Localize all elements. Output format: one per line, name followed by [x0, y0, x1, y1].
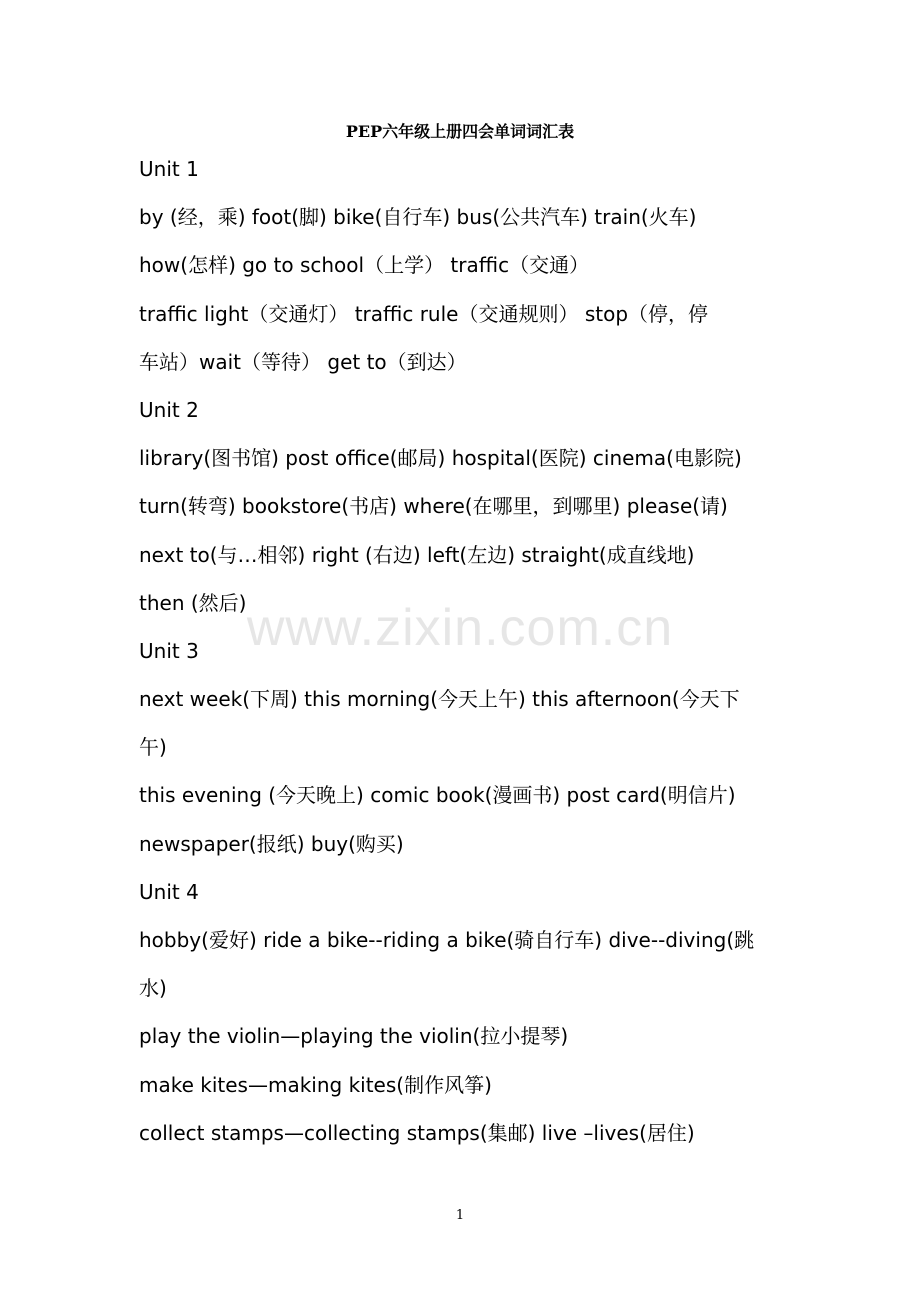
- vocab-line: then (然后): [139, 590, 247, 615]
- vocab-line: next week(下周) this morning(今天上午) this afternoon(今天下: [139, 687, 740, 712]
- vocab-line: by (经，乘) foot(脚) bike(自行车) bus(公共汽车) train(火车): [139, 205, 697, 230]
- vocab-line: 车站）wait（等待） get to（到达）: [139, 349, 467, 374]
- vocab-line: make kites—making kites(制作风筝): [139, 1072, 492, 1097]
- vocab-line: play the violin—playing the violin(拉小提琴): [139, 1024, 569, 1049]
- vocab-line: turn(转弯) bookstore(书店) where(在哪里，到哪里) please(请): [139, 494, 728, 519]
- vocab-line: newspaper(报纸) buy(购买): [139, 831, 404, 856]
- page-title: PEP六年级上册四会单词词汇表: [345, 122, 575, 141]
- page-number: 1: [455, 1208, 465, 1223]
- vocab-line: hobby(爱好) ride a bike--riding a bike(骑自行车) dive--diving(跳: [139, 928, 755, 952]
- vocab-line: 午): [139, 735, 167, 760]
- unit-heading: Unit 4: [139, 879, 199, 904]
- unit-heading: Unit 1: [139, 157, 199, 181]
- vocabulary-list: [139, 147, 819, 1159]
- vocab-line: traffic light（交通灯） traffic rule（交通规则） stop（停，停: [139, 301, 709, 326]
- unit-heading: Unit 2: [139, 397, 199, 422]
- vocab-line: 水): [139, 976, 167, 1001]
- watermark: www.zixin.com.cn: [246, 599, 674, 657]
- vocab-line: next to(与…相邻) right (右边) left(左边) straight(成直线地): [139, 542, 695, 567]
- unit-heading: Unit 3: [139, 638, 199, 663]
- vocab-line: this evening (今天晚上) comic book(漫画书) post card(明信片): [139, 783, 736, 808]
- vocab-line: collect stamps—collecting stamps(集邮) live –lives(居住): [139, 1120, 695, 1145]
- vocab-line: library(图书馆) post office(邮局) hospital(医院) cinema(电影院): [139, 446, 742, 471]
- vocab-line: how(怎样) go to school（上学） traffic（交通）: [139, 253, 590, 278]
